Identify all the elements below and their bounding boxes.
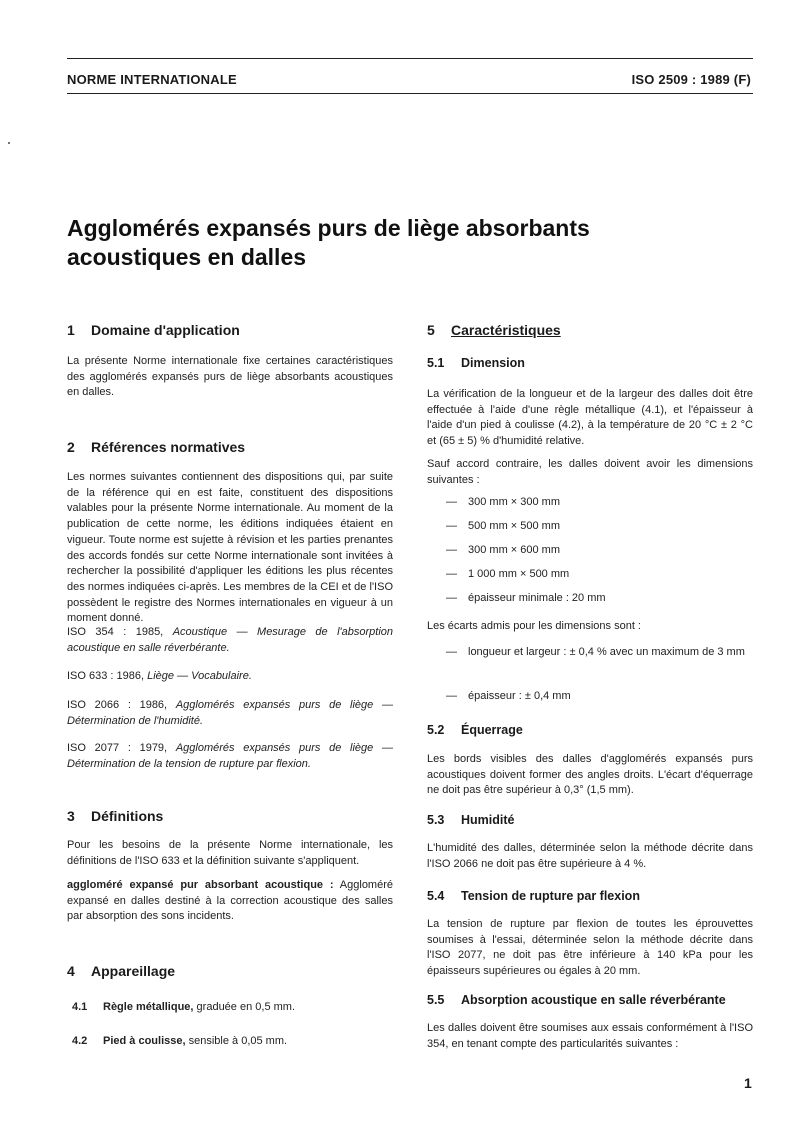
section-5-1-text-2: Sauf accord contraire, les dalles doivent avoir les dimensions suivantes : xyxy=(427,458,753,486)
section-1-text: La présente Norme internationale fixe certaines caractéristiques des agglomérés expansés purs de liège absorbants acoustiques en dalles. xyxy=(67,355,393,399)
section-5-3-text: L'humidité des dalles, déterminée selon la méthode décrite dans l'ISO 2066 ne doit pas être supérieure à 4 %. xyxy=(427,842,753,870)
section-5-5-text: Les dalles doivent être soumises aux essais conformément à l'ISO 354, en tenant compte des particularités suivantes : xyxy=(427,1022,753,1050)
section-5-3-heading: 5.3 Humidité xyxy=(427,813,515,827)
dimension-item-2: — 500 mm × 500 mm xyxy=(446,520,561,532)
header-bottom-rule xyxy=(67,93,753,94)
section-2-heading: 2 Références normatives xyxy=(67,439,246,455)
scan-speck xyxy=(8,142,10,144)
section-5-heading: 5 Caractéristiques xyxy=(427,322,561,338)
section-5-1-text-1: La vérification de la longueur et de la largeur des dalles doit être effectuée à l'aide d'une règle métallique (4.1), et l'épaisseur à l'aide d'un pied à coulisse (4.2), à la température de 20 °C ± 2 °C et (65 ± 5) % d'humidité relative. xyxy=(427,388,753,448)
section-5-4-heading: 5.4 Tension de rupture par flexion xyxy=(427,889,640,903)
tolerance-item-2: — épaisseur : ± 0,4 mm xyxy=(446,690,571,702)
section-3-text: Pour les besoins de la présente Norme internationale, les définitions de l'ISO 633 et la définition suivante s'appliquent. xyxy=(67,839,393,867)
page-number: 1 xyxy=(744,1075,752,1091)
section-3-heading: 3 Définitions xyxy=(67,808,164,824)
normative-ref-4: ISO 2077 : 1979, Agglomérés expansés purs de liège — Détermination de la tension de rupture par flexion. xyxy=(67,742,393,770)
section-2-text: Les normes suivantes contiennent des dispositions qui, par suite de la référence qui en est faite, constituent des dispositions valables pour la présente Norme internationale. Au moment de la publication de cette norme, les éditions indiquées étaient en vigueur. Toute norme est sujette à révision et les parties prenantes des accords fondés sur cette Norme internationale sont invitées à rechercher la possibilité d'appliquer les éditions les plus récentes des normes indiquées ci-après. Les membres de la CEI et de l'ISO possèdent le registre des Normes internationales en vigueur à un moment donné. xyxy=(67,471,393,625)
header-doc-code: ISO 2509 : 1989 (F) xyxy=(631,72,751,87)
normative-ref-1: ISO 354 : 1985, Acoustique — Mesurage de l'absorption acoustique en salle réverbérante. xyxy=(67,626,393,654)
document-title xyxy=(67,214,727,272)
tolerance-item-1: — longueur et largeur : ± 0,4 % avec un maximum de 3 mm xyxy=(446,646,745,658)
definition-term: aggloméré expansé pur absorbant acoustique : xyxy=(67,879,334,891)
section-5-2-heading: 5.2 Équerrage xyxy=(427,723,523,737)
section-1-heading: 1 Domaine d'application xyxy=(67,322,240,338)
section-5-1-text-3: Les écarts admis pour les dimensions sont : xyxy=(427,620,641,632)
apparatus-item-4-1: 4.1 Règle métallique, graduée en 0,5 mm. xyxy=(72,1001,295,1013)
definition-entry xyxy=(67,878,393,925)
apparatus-item-4-2: 4.2 Pied à coulisse, sensible à 0,05 mm. xyxy=(72,1035,288,1047)
dimension-item-3: — 300 mm × 600 mm xyxy=(446,544,561,556)
title-line-1: Agglomérés expansés purs de liège absorbants xyxy=(67,215,590,241)
dimension-item-1: — 300 mm × 300 mm xyxy=(446,496,561,508)
dimension-item-4: — 1 000 mm × 500 mm xyxy=(446,568,570,580)
section-5-2-text: Les bords visibles des dalles d'agglomérés expansés purs acoustiques doivent former des angles droits. L'écart d'équerrage ne doit pas être supérieur à 0,3° (1,5 mm). xyxy=(427,753,753,797)
section-5-5-heading: 5.5 Absorption acoustique en salle réverbérante xyxy=(427,993,726,1007)
section-4-heading: 4 Appareillage xyxy=(67,963,176,979)
normative-ref-2: ISO 633 : 1986, Liège — Vocabulaire. xyxy=(67,670,252,682)
definition-text: Aggloméré expansé en dalles destiné à la correction acoustique des salles par absorption des sons incidents. xyxy=(67,879,393,923)
header-top-rule xyxy=(67,58,753,59)
section-5-1-heading: 5.1 Dimension xyxy=(427,356,525,370)
normative-ref-3: ISO 2066 : 1986, Agglomérés expansés purs de liège — Détermination de l'humidité. xyxy=(67,699,393,727)
section-5-4-text: La tension de rupture par flexion de toutes les éprouvettes soumises à l'essai, déterminée selon la méthode décrite dans l'ISO 2077, ne doit pas être inférieure à 140 kPa pour les épaisseurs supérieures ou égales à 20 mm. xyxy=(427,918,753,978)
title-line-2: acoustiques en dalles xyxy=(67,244,307,270)
dimension-item-5: — épaisseur minimale : 20 mm xyxy=(446,592,606,604)
header-left-label: NORME INTERNATIONALE xyxy=(67,72,237,87)
